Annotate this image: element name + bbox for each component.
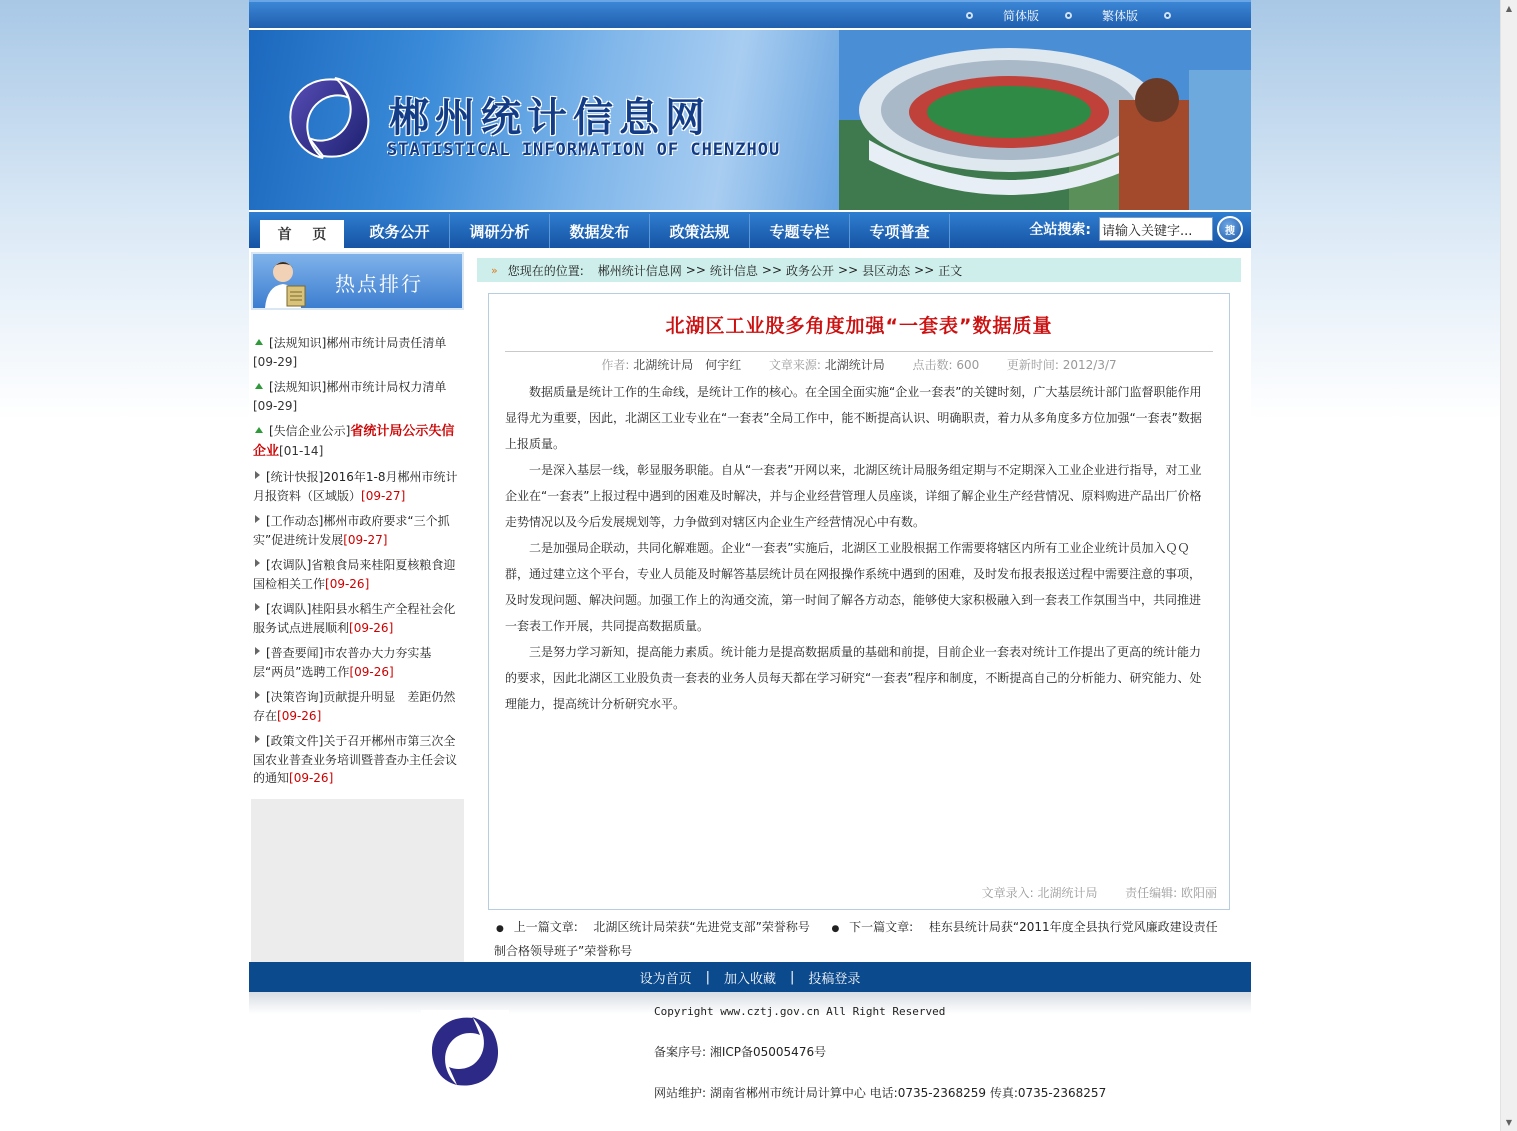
site-search [1029, 216, 1243, 242]
traditional-chinese-link[interactable]: 繁体版 [1101, 8, 1138, 23]
hot-list-item[interactable] [253, 556, 464, 593]
right-arrow-icon [255, 515, 260, 523]
article [488, 293, 1230, 910]
editor-label: 责任编辑: [1125, 886, 1178, 900]
article-paragraph: 二是加强局企联动，共同化解难题。企业“一套表”实施后，北湖区工业股根据工作需要将辖区内所有工业企业统计员加入ＱＱ群，通过建立这个平台，专业人员能及时解答基层统计员在网报操作系统中遇到的困难，及时发布报表报送过程中需要注意的事项，及时发现问题、解决问题。加强工作上的沟通交流，第一时间了解各方动态，能够使大家积极融入到一套表工作氛围当中，共同推进一套表工作开展，共同提高数据质量。 [505, 541, 1202, 633]
hot-item-date: [09-29] [253, 398, 298, 413]
author-label: 作者: [601, 358, 630, 372]
next-article-link[interactable]: 桂东县统计局获“2011年度全县执行党风廉政建设责任制合格领导班子”荣誉称号 [494, 920, 1218, 958]
prev-article-link[interactable]: 北湖区统计局荣获“先进党支部”荣誉称号 [593, 920, 810, 934]
bullet-icon [1065, 12, 1072, 19]
vertical-scrollbar[interactable] [1500, 0, 1517, 1131]
breadcrumb-current: 正文 [938, 263, 963, 278]
source-label: 文章来源: [768, 358, 821, 372]
hot-item-title[interactable]: [政策文件]关于召开郴州市第三次全国农业普查业务培训暨普查办主任会议的通知 [253, 734, 458, 785]
double-arrow-icon: » [491, 263, 498, 277]
updated-value: 2012/3/7 [1062, 358, 1117, 372]
right-arrow-icon [255, 647, 260, 655]
hot-ranking-panel [251, 252, 464, 962]
footer-info [654, 1002, 1106, 1125]
right-arrow-icon [255, 471, 260, 479]
hot-item-title[interactable]: [工作动态]郴州市政府要求“三个抓实”促进统计发展 [253, 514, 450, 547]
article-paragraph: 三是努力学习新知，提高能力素质。统计能力是提高数据质量的基础和前提，目前企业一套表对统计工作提出了更高的统计能力的要求，因此北湖区工业股负责一套表的业务人员每天都在学习研究“一套表”程序和制度，不断提高自己的分析能力、研究能力、处理能力，提高统计分析研究水平。 [505, 645, 1202, 711]
tab-policy[interactable]: 政策法规 [650, 214, 750, 248]
hot-item-title[interactable]: [农调队]省粮食局来桂阳夏核粮食迎国检相关工作 [253, 558, 456, 591]
hot-item-category: [失信企业公示] [269, 424, 351, 438]
article-paragraph: 数据质量是统计工作的生命线，是统计工作的核心。在全国全面实施“企业一套表”的关键时刻，广大基层统计部门监督职能作用显得尤为重要，因此，北湖区工业专业在“一套表”全局工作中，能不断提高认识、明确职责，着力从多角度多方位加强“一套表”数据上报质量。 [505, 385, 1202, 451]
right-arrow-icon [255, 559, 260, 567]
article-title: 北湖区工业股多角度加强“一套表”数据质量 [665, 315, 1053, 337]
tab-special-topics[interactable]: 专题专栏 [750, 214, 850, 248]
simplified-chinese-link[interactable]: 简体版 [1002, 8, 1039, 23]
hot-list-item[interactable] [253, 334, 464, 371]
up-arrow-icon [255, 383, 263, 389]
breadcrumb-gov-affairs[interactable]: 政务公开 [786, 263, 835, 278]
breadcrumb-stat-info[interactable]: 统计信息 [709, 263, 758, 278]
hot-item-date: [09-29] [253, 354, 298, 369]
prev-next-nav [494, 916, 1224, 962]
bullet-icon: ● [496, 924, 504, 934]
site-subtitle: STATISTICAL INFORMATION OF CHENZHOU [387, 140, 781, 160]
breadcrumb-home[interactable]: 郴州统计信息网 [597, 263, 682, 278]
submit-login-link[interactable]: 投稿登录 [808, 971, 861, 987]
maintainer-text: 网站维护: 湖南省郴州市统计局计算中心 电话:0735-2368259 传真:0735-2368257 [654, 1086, 1107, 1100]
hot-ranking-title: 热点排行 [335, 272, 423, 296]
article-footer [982, 884, 1217, 901]
hits-value: 600 [956, 358, 980, 372]
breadcrumb [477, 258, 1241, 282]
up-arrow-icon [255, 339, 263, 345]
hot-item-date: [09-26] [289, 771, 334, 785]
main-nav [249, 212, 1251, 248]
scroll-down-icon[interactable]: ▼ [1505, 1118, 1513, 1127]
stadium-image [839, 30, 1251, 210]
search-input[interactable] [1099, 217, 1213, 241]
tab-census[interactable]: 专项普查 [850, 214, 950, 248]
breadcrumb-separator: >> [914, 263, 935, 277]
search-label: 全站搜索: [1029, 222, 1091, 238]
hot-item-date: [09-26] [349, 664, 394, 679]
breadcrumb-separator: >> [838, 263, 859, 277]
person-clipboard-icon [263, 258, 311, 308]
bullet-icon: ● [831, 924, 840, 934]
prev-label: 上一篇文章: [513, 920, 578, 934]
right-arrow-icon [255, 603, 260, 611]
right-arrow-icon [255, 691, 260, 699]
next-label: 下一篇文章: [849, 920, 914, 934]
article-paragraph: 一是深入基层一线，彰显服务职能。自从“一套表”开网以来，北湖区统计局服务组定期与不定期深入工业企业进行指导，对工业企业在“一套表”上报过程中遇到的困难及时解决，并与企业经营管理人员座谈，详细了解企业生产经营情况、原料购进产品出厂价格走势情况以及今后发展规划等，力争做到对辖区内企业生产经营情况心中有数。 [505, 463, 1202, 529]
hot-list-item[interactable] [253, 732, 464, 788]
editor-value: 欧阳丽 [1180, 886, 1217, 900]
entry-label: 文章录入: [981, 886, 1034, 900]
footer-separator: | [705, 969, 710, 985]
search-button[interactable]: 搜 [1217, 216, 1243, 242]
hot-item-date: [01-14] [279, 443, 324, 458]
updated-label: 更新时间: [1006, 358, 1059, 372]
breadcrumb-separator: >> [761, 263, 783, 277]
tab-home[interactable]: 首 页 [260, 220, 344, 248]
up-arrow-icon [255, 427, 263, 433]
bullet-icon [966, 12, 973, 19]
hot-list-item[interactable] [253, 688, 464, 725]
footer [249, 992, 1251, 1113]
hot-item-title[interactable]: [决策咨询]贡献提升明显 差距仍然存在 [253, 690, 456, 723]
hot-ranking-list [251, 310, 464, 799]
source-value: 北湖统计局 [824, 358, 885, 372]
right-arrow-icon [255, 735, 260, 743]
site-banner [249, 28, 1251, 210]
hot-list-item[interactable] [253, 468, 464, 505]
hot-item-date: [09-27] [361, 488, 406, 503]
footer-logo-icon [421, 1010, 509, 1092]
hot-list-item[interactable] [253, 644, 464, 681]
author-value: 北湖统计局 何宇红 [633, 358, 742, 372]
icp-text: 备案序号: 湘ICP备05005476号 [654, 1045, 827, 1059]
hot-item-date: [09-26] [349, 620, 394, 635]
hot-list-item[interactable] [253, 512, 464, 549]
article-body [489, 373, 1229, 717]
tab-data-release[interactable]: 数据发布 [550, 214, 650, 248]
hot-item-title[interactable]: [普查要闻]市农普办大力夯实基层“两员”选聘工作 [253, 646, 432, 679]
bullet-icon [1164, 12, 1171, 19]
entry-value: 北湖统计局 [1037, 886, 1098, 900]
top-bar [249, 0, 1251, 28]
copyright-text: Copyright www.cztj.gov.cn All Right Reserved [654, 1005, 946, 1018]
hits-label: 点击数: [912, 358, 953, 372]
hot-item-title[interactable]: [统计快报]2016年1-8月郴州市统计月报资料（区域版） [253, 470, 458, 503]
tab-government-affairs[interactable]: 政务公开 [350, 214, 450, 248]
scroll-up-icon[interactable]: ▲ [1505, 4, 1513, 13]
breadcrumb-prefix: 您现在的位置: [507, 263, 584, 278]
article-meta [505, 351, 1213, 373]
site-logo-icon [279, 70, 379, 166]
hot-item-highlight[interactable]: 省统计局公示失信企业 [253, 424, 455, 459]
hot-item-date: [09-26] [277, 708, 322, 723]
footer-separator: | [790, 969, 795, 985]
tab-research[interactable]: 调研分析 [450, 214, 550, 248]
hot-ranking-header [251, 252, 464, 310]
hot-item-date: [09-26] [325, 576, 370, 591]
breadcrumb-county-news[interactable]: 县区动态 [862, 263, 911, 278]
hot-item-title[interactable]: [法规知识]郴州市统计局责任清单 [269, 336, 447, 350]
hot-item-title[interactable]: [农调队]桂阳县水稻生产全程社会化服务试点进展顺利 [253, 602, 456, 635]
breadcrumb-separator: >> [685, 263, 706, 277]
hot-item-title[interactable]: [法规知识]郴州市统计局权力清单 [269, 380, 447, 394]
add-favorite-link[interactable]: 加入收藏 [723, 971, 776, 987]
footer-nav [249, 962, 1251, 992]
hot-item-date: [09-27] [343, 532, 388, 547]
page-container [249, 0, 1251, 1113]
hot-list-item[interactable] [253, 600, 464, 637]
set-homepage-link[interactable]: 设为首页 [639, 971, 692, 987]
hot-list-item[interactable] [253, 422, 464, 461]
hot-list-item[interactable] [253, 378, 464, 415]
site-title: 郴州统计信息网 [389, 95, 711, 141]
